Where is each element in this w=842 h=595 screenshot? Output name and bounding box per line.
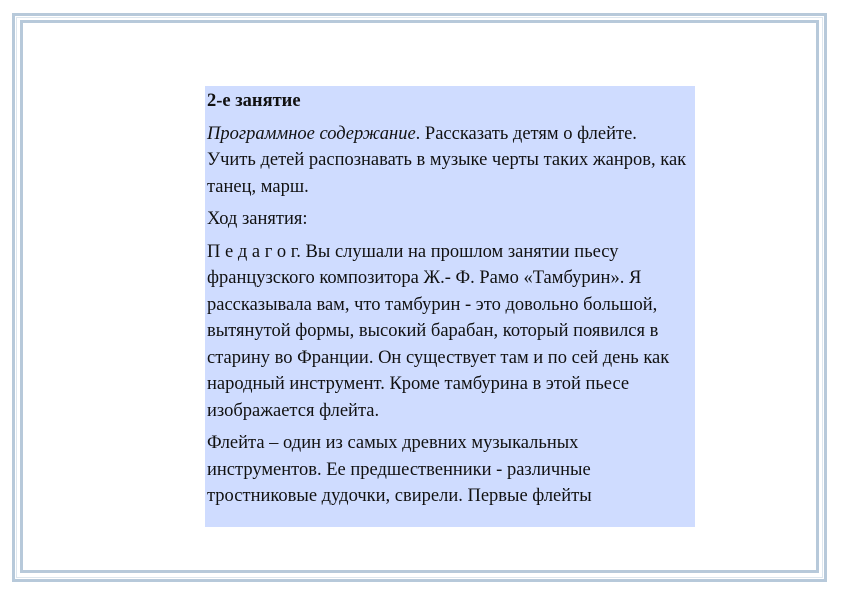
teacher-text: Вы слушали на прошлом занятии пьесу французского композитора Ж.- Ф. Рамо «Тамбурин». Я рассказывала вам, что тамбурин - это довольно большой, вытянутой формы, высокий барабан, который появился в старину во Франции. Он существует там и по сей день как народный инструмент. Кроме тамбурина в этой пьесе изображается флейта. — [207, 241, 670, 421]
teacher-label: П е д а г о г. — [207, 241, 301, 262]
program-text: . Рассказать детям о флейте. Учить детей распознавать в музыке черты таких жанров, как танец, марш. — [207, 123, 687, 197]
teacher-paragraph — [207, 239, 689, 425]
program-paragraph — [207, 121, 689, 201]
flute-paragraph: Флейта – один из самых древних музыкальных инструментов. Ее предшественники - различные тростниковые дудочки, свирели. Первые флейты — [207, 433, 592, 506]
course-label: Ход занятия: — [207, 209, 308, 229]
lesson-text-box — [205, 86, 695, 527]
lesson-heading: 2-е занятие — [207, 91, 301, 111]
program-label: Программное содержание — [207, 123, 416, 144]
